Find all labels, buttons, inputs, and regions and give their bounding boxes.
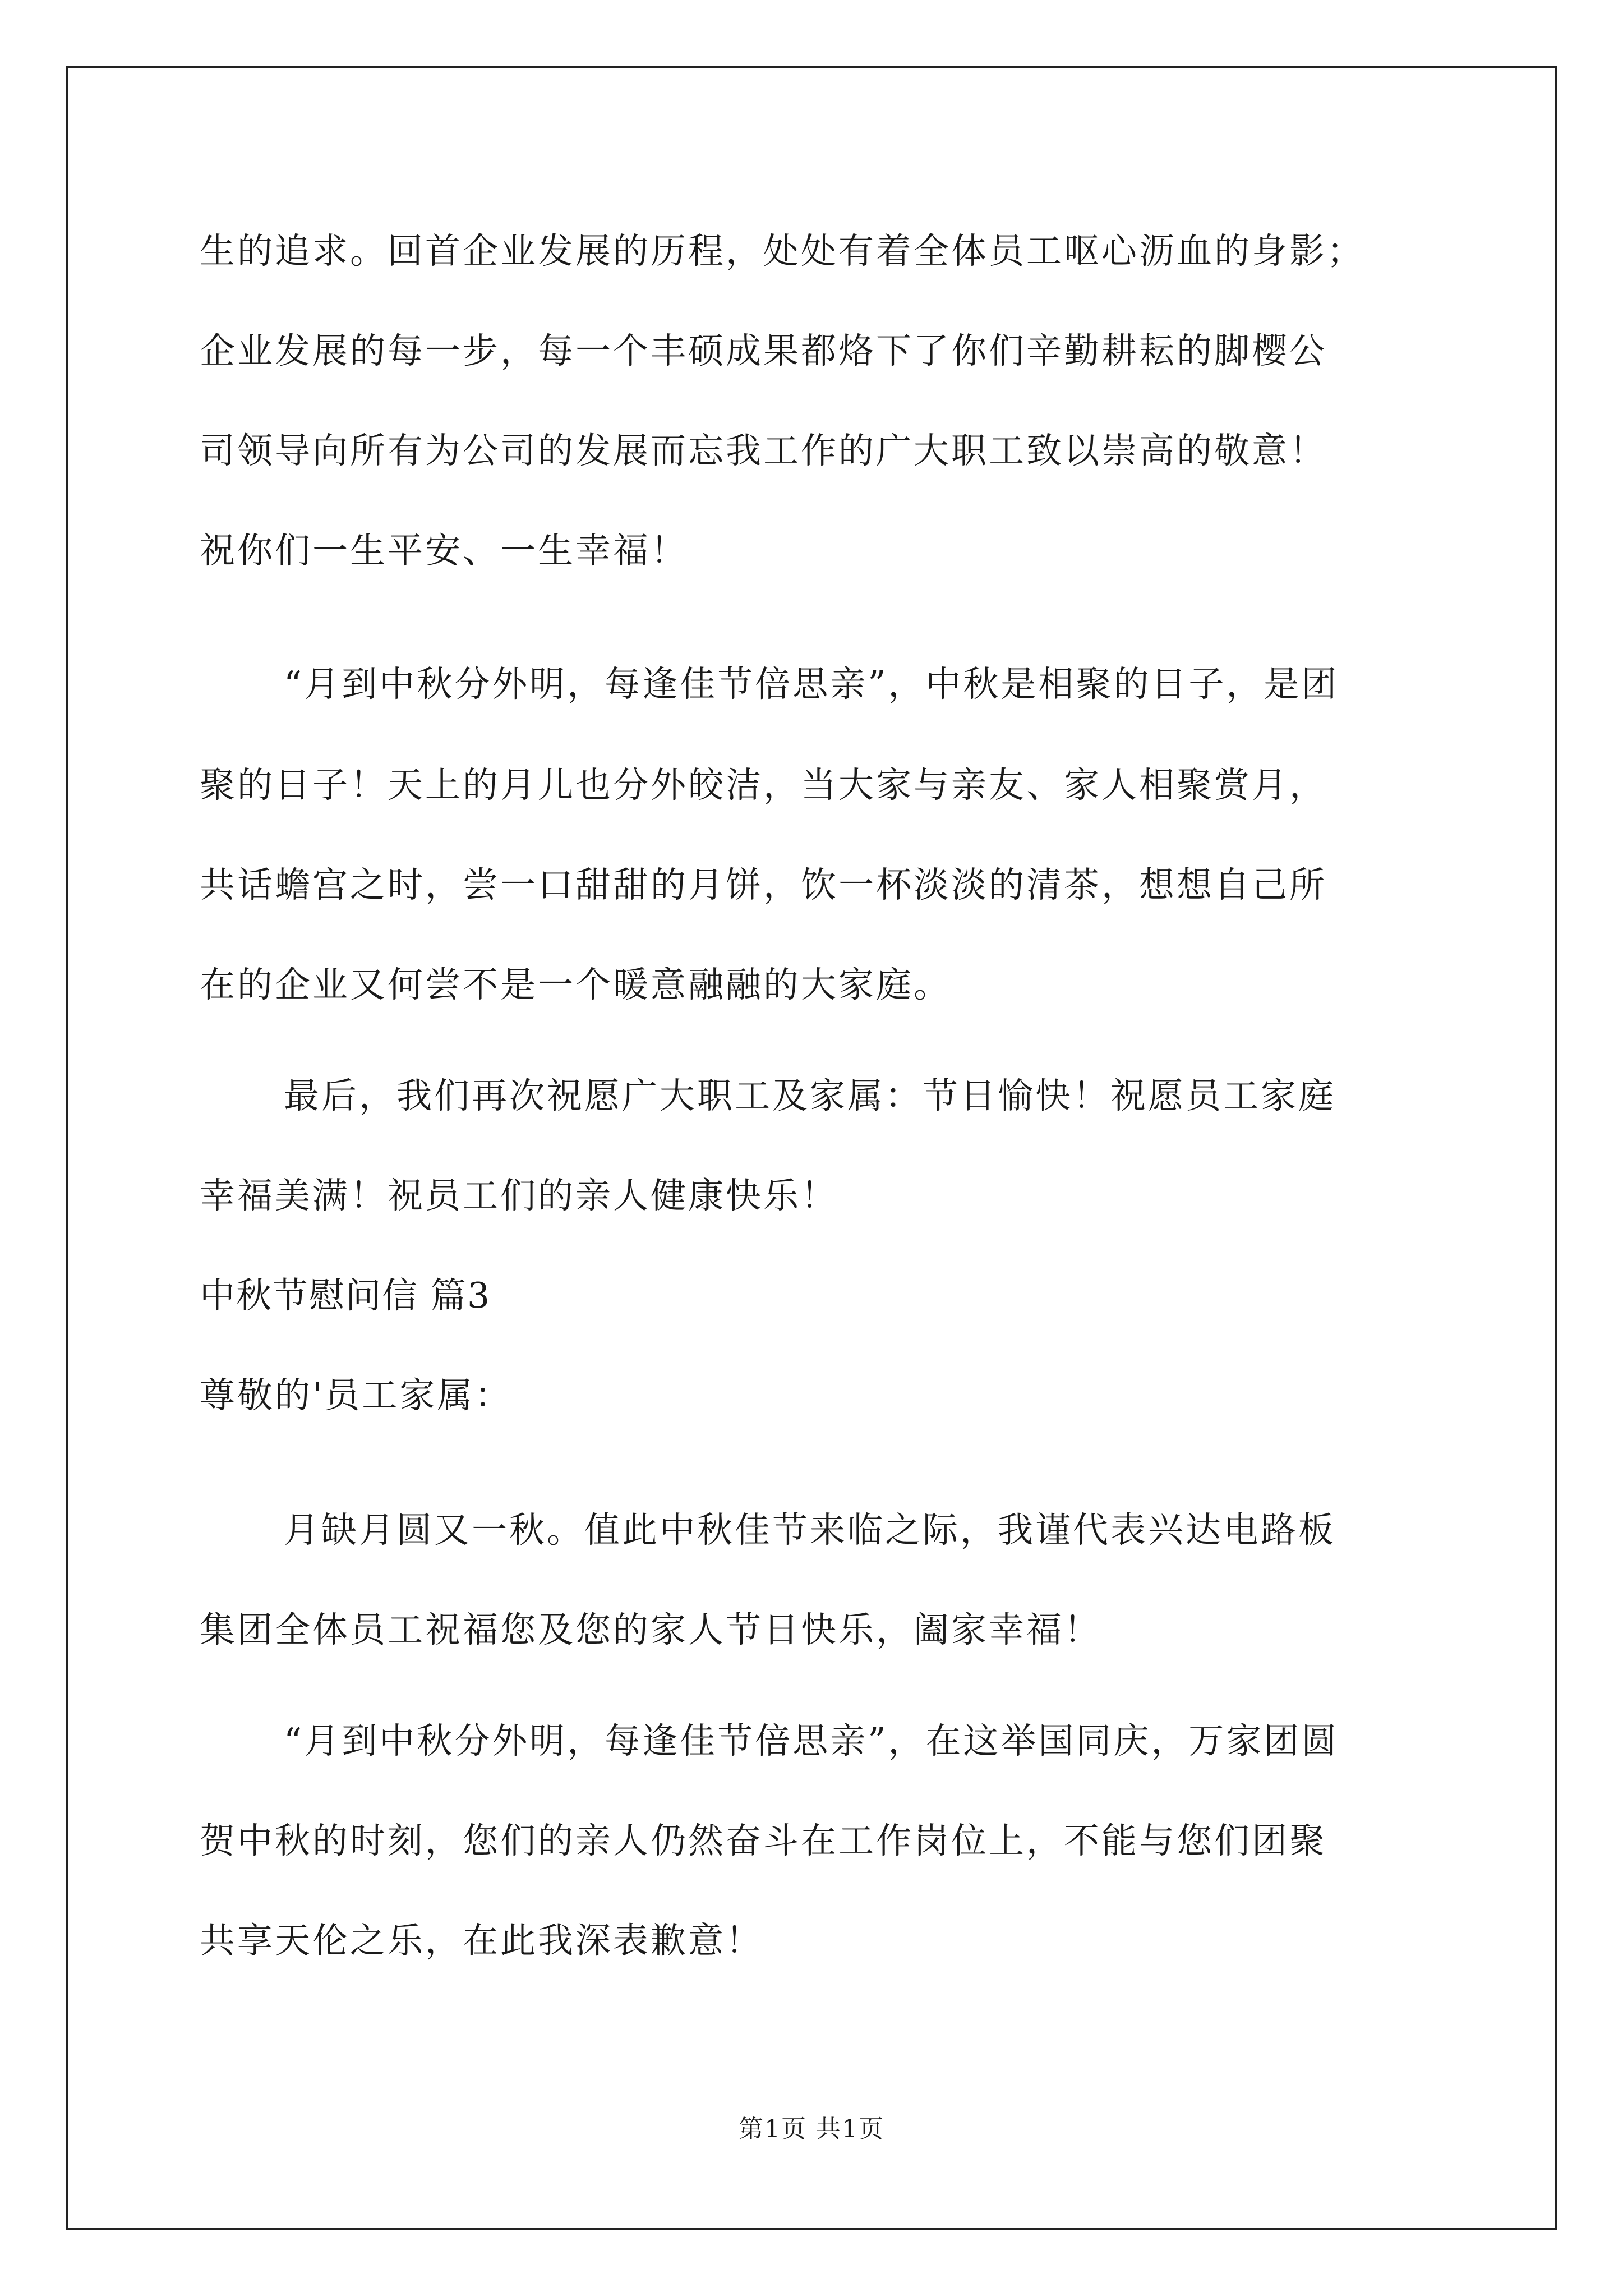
paragraph-line: 生的追求。回首企业发展的历程，处处有着全体员工呕心沥血的身影； (200, 231, 1364, 272)
paragraph-line: 共享天伦之乐，在此我深表歉意！ (200, 1920, 763, 1961)
page-border (66, 66, 1557, 2230)
paragraph-line: 幸福美满！祝员工们的亲人健康快乐！ (200, 1175, 838, 1216)
paragraph-line: 共话蟾宫之时，尝一口甜甜的月饼，饮一杯淡淡的清茶，想想自己所 (200, 864, 1327, 905)
paragraph-line: “月到中秋分外明，每逢佳节倍思亲”，中秋是相聚的日子，是团 (284, 664, 1339, 705)
paragraph-line: 在的企业又何尝不是一个暖意融融的大家庭。 (200, 964, 951, 1005)
salutation: 尊敬的'员工家属： (200, 1375, 513, 1416)
paragraph-line: 贺中秋的时刻，您们的亲人仍然奋斗在工作岗位上，不能与您们团聚 (200, 1820, 1327, 1861)
paragraph-line: 集团全体员工祝福您及您的家人节日快乐，阖家幸福！ (200, 1609, 1101, 1650)
section-heading: 中秋节慰问信 篇3 (200, 1275, 491, 1316)
paragraph-line: 最后，我们再次祝愿广大职工及家属：节日愉快！祝愿员工家庭 (284, 1075, 1336, 1116)
page-number-footer: 第1页 共1页 (739, 2115, 884, 2143)
paragraph-line: 祝你们一生平安、一生幸福！ (200, 530, 688, 571)
paragraph-line: 企业发展的每一步，每一个丰硕成果都烙下了你们辛勤耕耘的脚樱公 (200, 330, 1327, 371)
paragraph-line: 司领导向所有为公司的发展而忘我工作的广大职工致以崇高的敬意！ (200, 430, 1327, 471)
paragraph-line: “月到中秋分外明，每逢佳节倍思亲”，在这举国同庆，万家团圆 (284, 1720, 1339, 1761)
paragraph-line: 聚的日子！天上的月儿也分外皎洁，当大家与亲友、家人相聚赏月， (200, 765, 1327, 806)
paragraph-line: 月缺月圆又一秋。值此中秋佳节来临之际，我谨代表兴达电路板 (284, 1510, 1336, 1550)
